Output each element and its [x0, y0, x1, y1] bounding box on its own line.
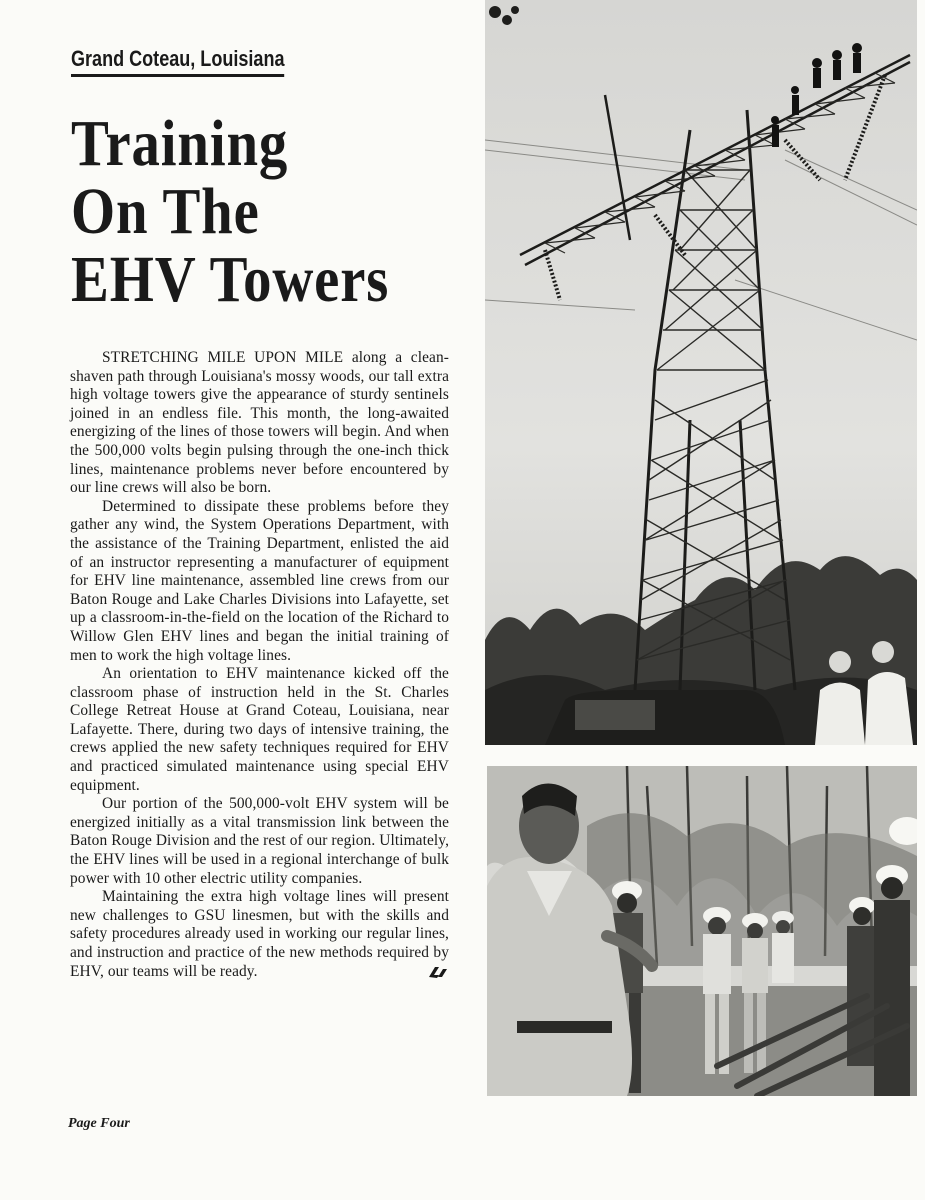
paragraph-5	[70, 888, 449, 981]
paragraph-5-text: Maintaining the extra high voltage lines will present new challenges to GSU linesmen, but with the skills and safety procedures already used in working our regular lines, and instruction and practice of the new methods required by EHV, our teams will be ready.	[70, 888, 449, 980]
title-line-3: EHV Towers	[71, 243, 390, 316]
article-title	[71, 107, 390, 316]
tower-photo-illustration	[485, 0, 917, 745]
location-dateline: Grand Coteau, Louisiana	[71, 46, 285, 77]
gsu-end-mark-icon	[427, 965, 449, 979]
crew-photo-illustration	[487, 766, 917, 1096]
paragraph-1: STRETCHING MILE UPON MILE along a clean-shaven path through Louisiana's mossy woods, our tall extra high voltage towers give the appearance of sturdy sentinels joined in an endless file. This month, the long-awaited energizing of the lines of those towers will begin. And when the 500,000 volts begin pulsing through the one-inch thick lines, maintenance problems never before encountered by our line crews will also be born.	[70, 349, 449, 497]
title-line-1: Training	[71, 107, 289, 180]
tower-photo	[485, 0, 917, 745]
paragraph-4: Our portion of the 500,000-volt EHV system will be energized initially as a vital transmission link between the Baton Rouge Division and the rest of our region. Ultimately, the EHV lines will be used in a regional interchange of bulk power with 10 other electric utility companies.	[70, 795, 450, 887]
page-number: Page Four	[68, 1116, 130, 1131]
article-body	[70, 349, 449, 981]
crew-photo	[487, 766, 917, 1096]
paragraph-3: An orientation to EHV maintenance kicked off the classroom phase of instruction held in the St. Charles College Retreat House at Grand Coteau, Louisiana, near Lafayette. There, during two days of intensive training, the crews applied the new safety techniques required for EHV and practiced simulated maintenance using special EHV equipment.	[70, 665, 449, 794]
paragraph-2: Determined to dissipate these problems before they gather any wind, the System Operations Department, with the assistance of the Training Department, enlisted the aid of an instructor representing a manufacturer of equipment for EHV line maintenance, assembled line crews from our Baton Rouge and Lake Charles Divisions into Lafayette, set up a classroom-in-the-field on the location of the Richard to Willow Glen EHV lines and began the initial training of men to work the high voltage lines.	[70, 497, 449, 664]
title-line-2: On The	[71, 175, 260, 248]
